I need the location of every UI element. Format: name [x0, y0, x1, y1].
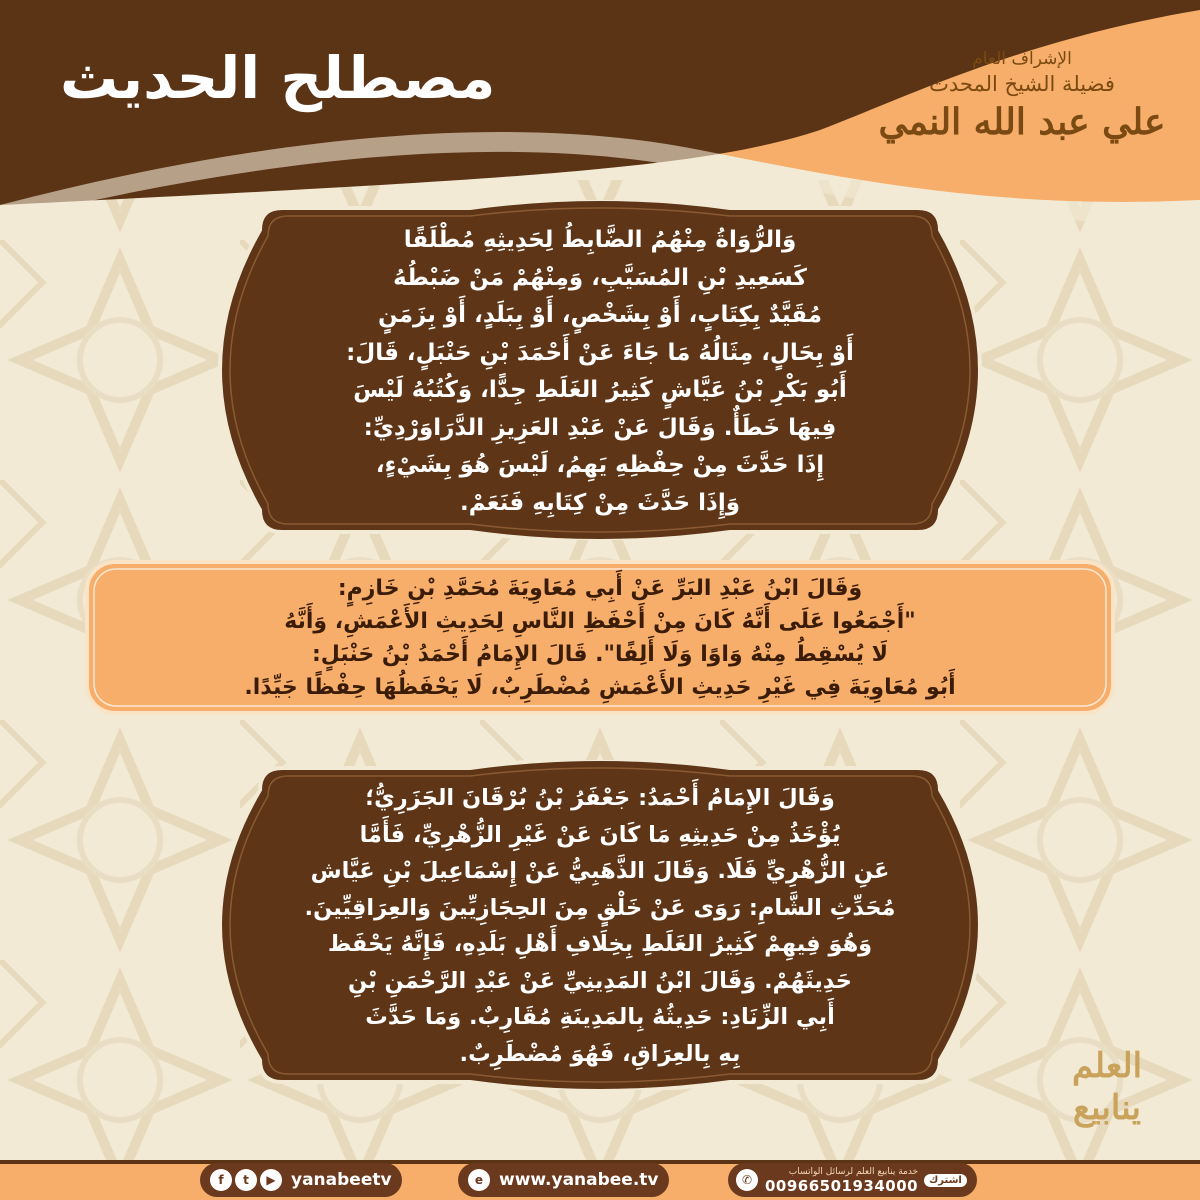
panel-1-line: وَإِذَا حَدَّثَ مِنْ كِتَابِهِ فَنَعَمْ. [460, 489, 740, 516]
supervision-line1: الإشراف العام [972, 49, 1072, 69]
supervision-signature [872, 48, 1172, 168]
panel-3-text [220, 780, 980, 1072]
panel-3-line: بِهِ بِالعِرَاقِ، فَهُوَ مُضْطَرِبٌ. [459, 1040, 741, 1067]
panel-2-line: وَقَالَ ابْنُ عَبْدِ البَرِّ عَنْ أَبِي مُعَاوِيَةَ مُحَمَّدِ بْنِ خَازِمٍ: [337, 576, 863, 601]
panel-1-line: أَوْ بِحَالٍ، مِثَالُهُ مَا جَاءَ عَنْ أَحْمَدَ بْنِ حَنْبَلٍ، قَالَ: [346, 339, 854, 366]
panel-3-line: يُؤْخَذُ مِنْ حَدِيثِهِ مَا كَانَ عَنْ غَيْرِ الزُّهْرِيِّ، فَأَمَّا [359, 821, 841, 848]
panel-3-line: عَنِ الزُّهْرِيِّ فَلَا. وَقَالَ الذَّهَبِيُّ عَنْ إِسْمَاعِيلَ بْنِ عَيَّاش [310, 858, 890, 884]
twitter-icon[interactable]: t [235, 1169, 257, 1191]
panel-3-line: وَقَالَ الإِمَامُ أَحْمَدُ: جَعْفَرُ بْنُ بُرْقَانَ الجَزَرِيُّ؛ [365, 785, 835, 811]
yanabee-logo [1052, 1045, 1162, 1150]
facebook-icon[interactable]: f [210, 1169, 232, 1191]
whatsapp-number[interactable]: 00966501934000 [765, 1177, 919, 1195]
panel-1-line: وَالرُّوَاةُ مِنْهُمُ الضَّابِطُ لِحَدِيثِهِ مُطْلَقًا [403, 227, 797, 253]
panel-2-line: أَبُو مُعَاوِيَةَ فِي غَيْرِ حَدِيثِ الأَعْمَشِ مُضْطَرِبٌ، لَا يَحْفَظُهَا حِفْظًا جَيِّدًا. [244, 675, 956, 700]
text-panel-1 [180, 200, 1020, 540]
panel-1-line: فِيهَا خَطَأٌ. وَقَالَ عَنْ عَبْدِ العَزِيزِ الدَّرَاوَرْدِيِّ: [363, 414, 837, 441]
panel-2-text [105, 572, 1095, 704]
social-pill[interactable] [200, 1163, 402, 1197]
supervision-line2: فضيلة الشيخ المحدث [929, 72, 1115, 96]
website-link[interactable]: www.yanabee.tv [499, 1170, 659, 1190]
whatsapp-info [765, 1166, 918, 1194]
panel-3-line: مُحَدِّثِ الشَّامِ: رَوَى عَنْ خَلْقٍ مِنَ الحِجَازِيِّينَ وَالعِرَاقِيِّينَ. [304, 894, 896, 921]
panel-2-line: "أَجْمَعُوا عَلَى أَنَّهُ كَانَ مِنْ أَحْفَظِ النَّاسِ لِحَدِيثِ الأَعْمَشِ، وَأَنَّهُ [284, 609, 916, 634]
subscribe-badge[interactable]: اشترك [924, 1174, 967, 1187]
logo-line1: العلم [1071, 1046, 1143, 1086]
panel-3-line: وَهُوَ فِيهِمْ كَثِيرُ الغَلَطِ بِخِلَافِ أَهْلِ بَلَدِهِ، فَإِنَّهُ يَحْفَظ [327, 931, 873, 957]
whatsapp-pill[interactable] [728, 1163, 977, 1197]
panel-1-line: إِذَا حَدَّثَ مِنْ حِفْظِهِ يَهِمُ، لَيْسَ هُوَ بِشَيْءٍ، [375, 452, 825, 478]
panel-3-line: أَبِي الزِّنَادِ: حَدِيثُهُ بِالمَدِينَةِ مُقَارِبٌ. وَمَا حَدَّثَ [365, 1004, 835, 1030]
panel-1-line: أَبُو بَكْرِ بْنُ عَيَّاشٍ كَثِيرُ الغَلَطِ جِدًّا، وَكُتُبُهُ لَيْسَ [353, 377, 847, 403]
panel-3-line: حَدِيثَهُمْ. وَقَالَ ابْنُ المَدِينِيِّ عَنْ عَبْدِ الرَّحْمَنِ بْنِ [347, 967, 853, 994]
social-handle[interactable]: yanabeetv [291, 1170, 392, 1190]
website-pill[interactable] [458, 1163, 669, 1197]
page-title: مصطلح الحديث [60, 44, 496, 112]
panel-1-line: مُقَيَّدٌ بِكِتَابٍ، أَوْ بِشَخْصٍ، أَوْ بِبَلَدٍ، أَوْ بِزَمَنٍ [378, 302, 822, 328]
text-panel-2 [85, 560, 1115, 715]
supervision-line3: علي عبد الله النمي [878, 101, 1166, 143]
panel-1-line: كَسَعِيدِ بْنِ المُسَيَّبِ، وَمِنْهُمْ مَنْ ضَبْطُهُ [393, 264, 807, 291]
whatsapp-text: خدمة ينابيع العلم لرسائل الواتساب [788, 1167, 919, 1177]
panel-1-text [220, 222, 980, 522]
web-icon: e [468, 1169, 490, 1191]
text-panel-3 [180, 760, 1020, 1090]
title-container [60, 38, 720, 118]
whatsapp-icon: ✆ [736, 1169, 758, 1191]
youtube-icon[interactable]: ▶ [260, 1169, 282, 1191]
logo-line2: ينابيع [1073, 1088, 1141, 1128]
panel-2-line: لَا يُسْقِطُ مِنْهُ وَاوًا وَلَا أَلِفًا". قَالَ الإِمَامُ أَحْمَدُ بْنُ حَنْبَلٍ: [311, 642, 888, 667]
